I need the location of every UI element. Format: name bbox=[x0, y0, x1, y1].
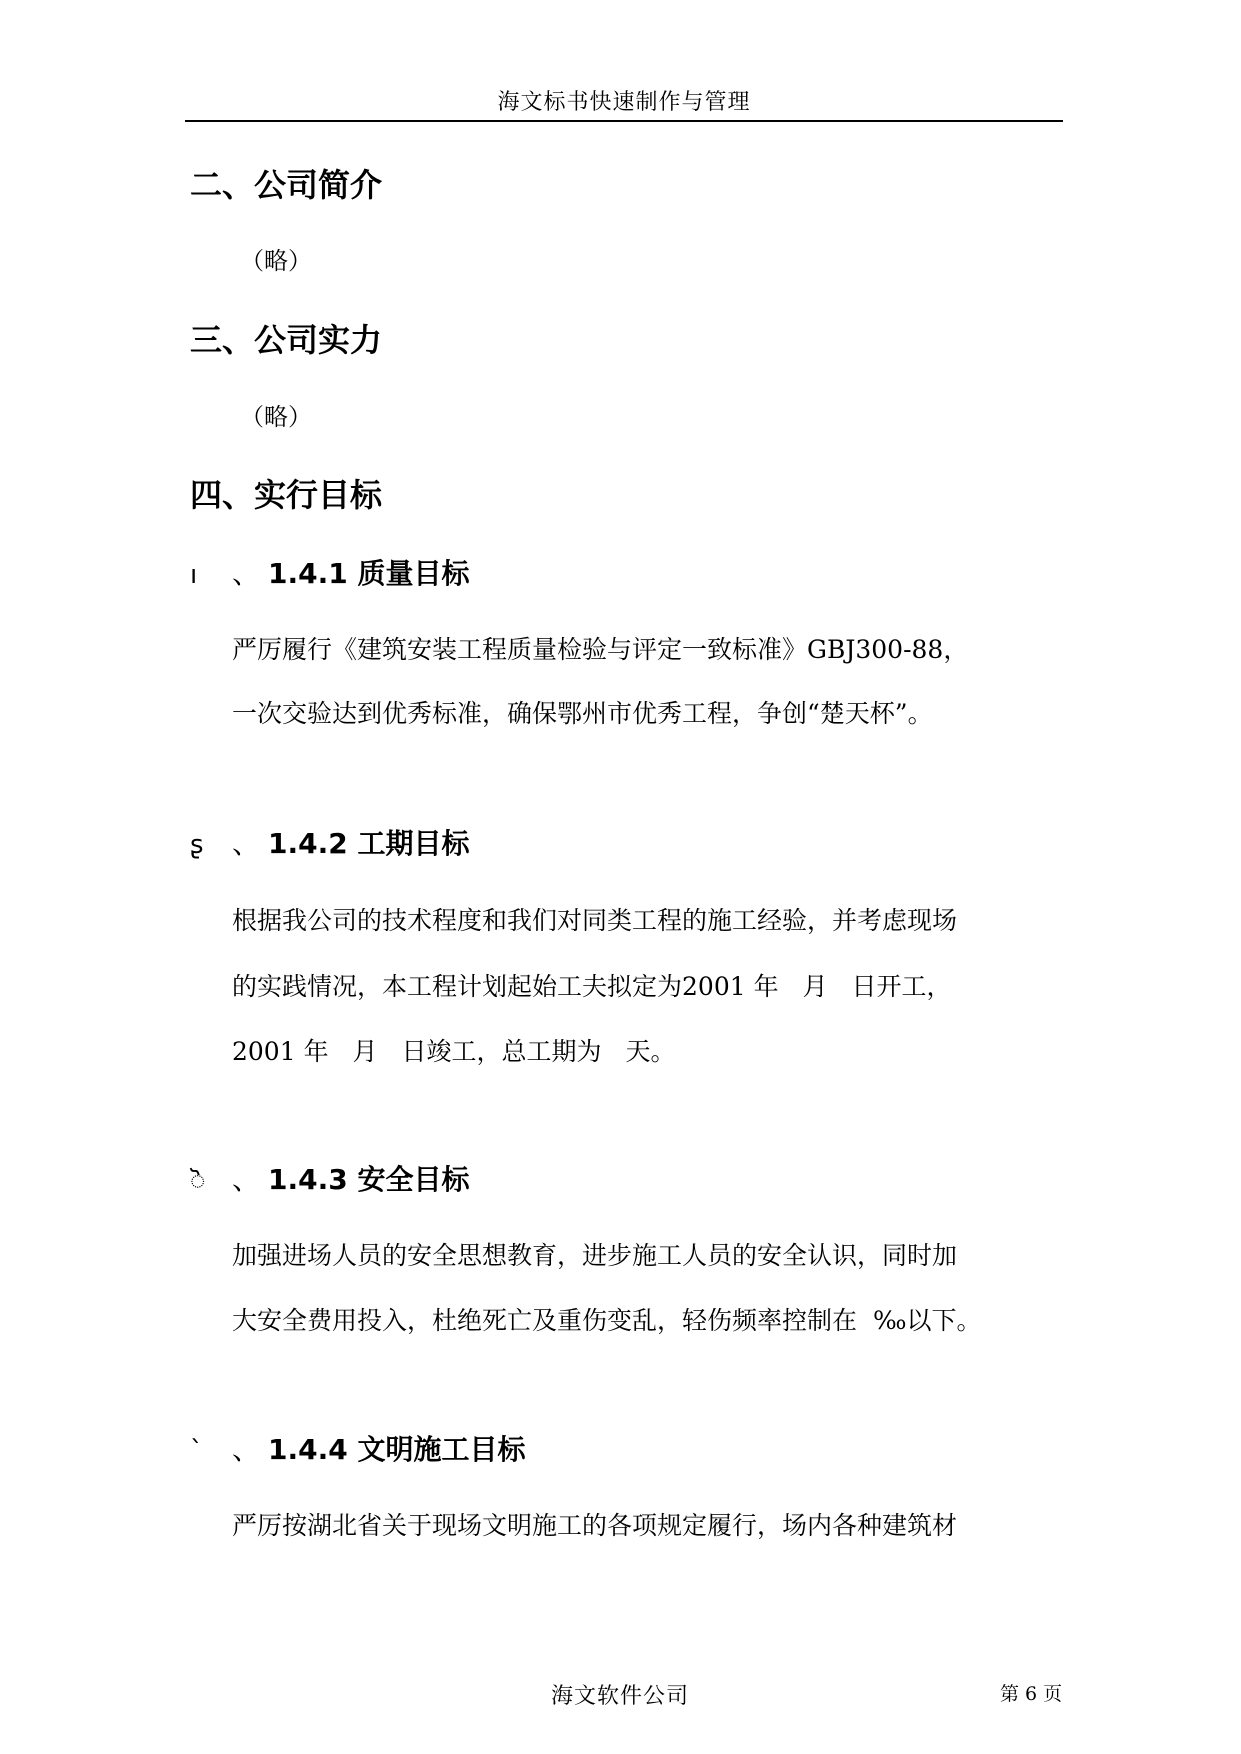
subheading-safety bbox=[190, 1162, 470, 1199]
end-day-text: 日竣工，总工期为 bbox=[401, 1037, 602, 1066]
page-header: 海文标书快速制作与管理 bbox=[497, 90, 751, 115]
subheading-schedule bbox=[190, 826, 470, 863]
list-marker-glyph: ı bbox=[190, 560, 198, 590]
subheading-civil-title: 1.4.4 文明施工目标 bbox=[268, 1433, 526, 1466]
subheading-quality-title: 1.4.1 质量目标 bbox=[268, 557, 470, 590]
end-month-unit: 月 bbox=[352, 1037, 378, 1066]
company-strength-placeholder: （略） bbox=[240, 403, 312, 431]
start-year-unit: 年 bbox=[753, 972, 779, 1001]
page-number: 第 6 页 bbox=[1000, 1683, 1063, 1705]
safety-rate-text: ‰以下。 bbox=[873, 1306, 982, 1335]
duration-unit: 天。 bbox=[625, 1037, 676, 1066]
schedule-paragraph-line-3 bbox=[232, 1036, 676, 1068]
section-heading-company-intro: 二、公司简介 bbox=[190, 166, 383, 204]
list-separator: 、 bbox=[232, 1163, 261, 1196]
section-heading-company-strength: 三、公司实力 bbox=[190, 321, 383, 359]
quality-paragraph-line-2: 一次交验达到优秀标准，确保鄂州市优秀工程，争创“楚天杯”。 bbox=[232, 699, 933, 728]
end-year: 2001 bbox=[232, 1037, 296, 1066]
schedule-paragraph-line-2 bbox=[232, 971, 952, 1003]
start-month-unit: 月 bbox=[802, 972, 828, 1001]
subheading-schedule-title: 1.4.2 工期目标 bbox=[268, 827, 470, 860]
list-separator: 、 bbox=[232, 1433, 261, 1466]
start-day-text: 日开工， bbox=[851, 972, 952, 1001]
list-marker-glyph: ʂ bbox=[190, 830, 204, 860]
schedule-paragraph-line-1: 根据我公司的技术程度和我们对同类工程的施工经验，并考虑现场 bbox=[232, 906, 958, 935]
schedule-line-2-text: 的实践情况，本工程计划起始工夫拟定为 bbox=[232, 972, 683, 1001]
section-heading-goals: 四、实行目标 bbox=[190, 476, 383, 514]
subheading-quality bbox=[190, 556, 470, 593]
list-separator: 、 bbox=[232, 557, 261, 590]
end-year-unit: 年 bbox=[303, 1037, 329, 1066]
page-footer: 海文软件公司 bbox=[550, 1684, 689, 1709]
subheading-safety-title: 1.4.3 安全目标 bbox=[268, 1163, 470, 1196]
civil-paragraph-line-1: 严厉按湖北省关于现场文明施工的各项规定履行，场内各种建筑材 bbox=[232, 1511, 958, 1540]
safety-paragraph-line-2 bbox=[232, 1305, 982, 1337]
safety-paragraph-line-1: 加强进场人员的安全思想教育，进步施工人员的安全认识，同时加 bbox=[232, 1241, 958, 1270]
subheading-civil bbox=[190, 1432, 526, 1469]
list-separator: 、 bbox=[232, 827, 261, 860]
safety-line-2-text: 大安全费用投入，杜绝死亡及重伤变乱，轻伤频率控制在 bbox=[232, 1306, 858, 1335]
company-intro-placeholder: （略） bbox=[240, 247, 312, 275]
quality-paragraph-line-1: 严厉履行《建筑安装工程质量检验与评定一致标准》GBJ300-88， bbox=[232, 635, 969, 664]
list-marker-glyph: ॆ bbox=[190, 1166, 206, 1196]
start-year: 2001 bbox=[682, 972, 746, 1001]
header-rule bbox=[185, 120, 1063, 122]
list-marker-glyph: ˋ bbox=[190, 1436, 203, 1466]
